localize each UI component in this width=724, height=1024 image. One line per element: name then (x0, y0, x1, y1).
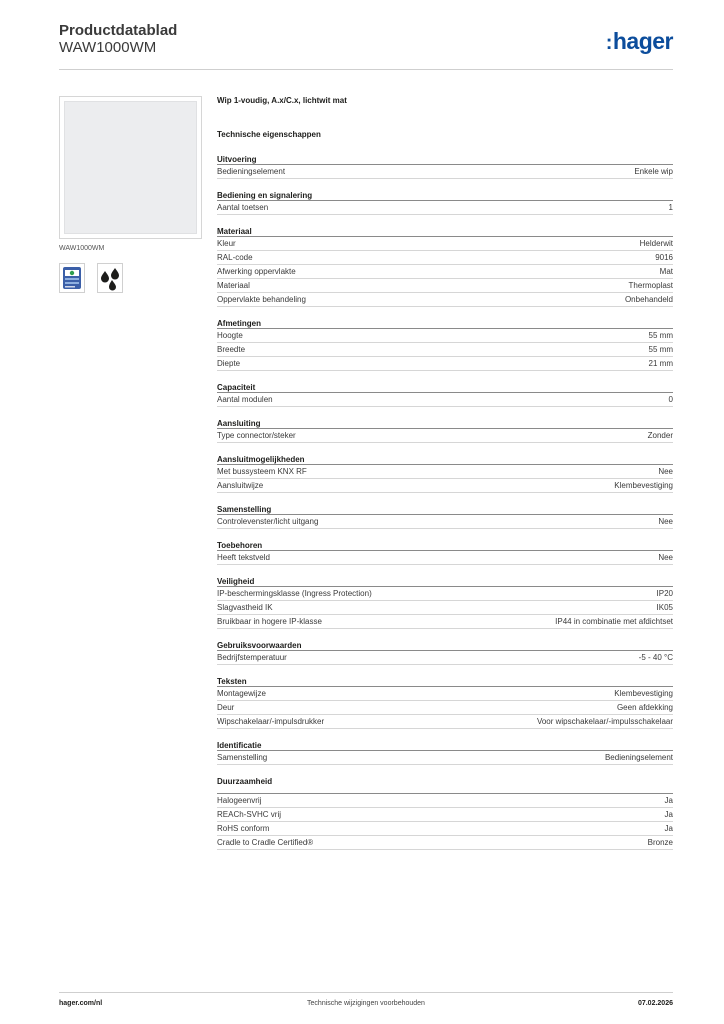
spec-value: 55 mm (648, 345, 673, 354)
page-title: Productdatablad (59, 22, 178, 39)
spec-value: Helderwit (639, 239, 673, 248)
section-title: Gebruiksvoorwaarden (217, 640, 673, 651)
spec-row (217, 836, 673, 850)
product-image (59, 96, 202, 239)
spec-sections (217, 154, 673, 850)
spec-value: Klembevestiging (614, 689, 673, 698)
spec-label: Aantal modulen (217, 395, 273, 404)
spec-value: Ja (664, 796, 673, 805)
spec-row (217, 201, 673, 215)
spec-label: Halogeenvrij (217, 796, 262, 805)
spec-row (217, 343, 673, 357)
spec-row (217, 265, 673, 279)
spec-row (217, 279, 673, 293)
spec-value: IP20 (656, 589, 673, 598)
section-title: Materiaal (217, 226, 673, 237)
spec-label: Bruikbaar in hogere IP-klasse (217, 617, 322, 626)
spec-section (217, 576, 673, 629)
spec-label: Controlevenster/licht uitgang (217, 517, 319, 526)
section-title: Identificatie (217, 740, 673, 751)
spec-section (217, 540, 673, 565)
spec-row (217, 587, 673, 601)
spec-label: Slagvastheid IK (217, 603, 273, 612)
spec-label: Materiaal (217, 281, 250, 290)
spec-section (217, 454, 673, 493)
spec-row (217, 751, 673, 765)
section-title: Bediening en signalering (217, 190, 673, 201)
spec-value: Nee (658, 467, 673, 476)
spec-value: IK05 (656, 603, 673, 612)
spec-value: IP44 in combinatie met afdichtset (555, 617, 673, 626)
spec-label: RoHS conform (217, 824, 270, 833)
section-title: Duurzaamheid (217, 776, 673, 794)
footer-disclaimer: Technische wijzigingen voorbehouden (307, 1000, 425, 1007)
spec-label: IP-beschermingsklasse (Ingress Protection) (217, 589, 372, 598)
spec-row (217, 715, 673, 729)
spec-label: Kleur (217, 239, 236, 248)
footer-date: 07.02.2026 (637, 1000, 673, 1007)
water-drops-icon (97, 263, 123, 293)
spec-row (217, 601, 673, 615)
spec-row (217, 515, 673, 529)
spec-label: Hoogte (217, 331, 243, 340)
spec-section (217, 504, 673, 529)
spec-value: Voor wipschakelaar/-impulsschakelaar (536, 717, 673, 726)
spec-section (217, 640, 673, 665)
spec-label: Aantal toetsen (217, 203, 269, 212)
spec-label: Samenstelling (217, 753, 268, 762)
spec-row (217, 479, 673, 493)
product-image-caption: WAW1000WM (59, 245, 105, 252)
spec-row (217, 651, 673, 665)
spec-section (217, 382, 673, 407)
spec-value: 21 mm (648, 359, 673, 368)
section-title: Samenstelling (217, 504, 673, 515)
spec-label: Type connector/steker (217, 431, 296, 440)
spec-label: Met bussysteem KNX RF (217, 467, 307, 476)
spec-value: Onbehandeld (624, 295, 673, 304)
spec-row (217, 357, 673, 371)
section-title: Veiligheid (217, 576, 673, 587)
spec-value: Ja (664, 824, 673, 833)
spec-value: Nee (658, 553, 673, 562)
page-header (59, 20, 673, 70)
section-title: Uitvoering (217, 154, 673, 165)
logo-text: hager (612, 28, 673, 54)
section-title: Capaciteit (217, 382, 673, 393)
product-description: Wip 1-voudig, A.x/C.x, lichtwit mat (217, 96, 347, 105)
spec-value: Ja (664, 810, 673, 819)
section-title: Afmetingen (217, 318, 673, 329)
spec-section (217, 418, 673, 443)
section-title: Teksten (217, 676, 673, 687)
spec-row (217, 701, 673, 715)
spec-section (217, 154, 673, 179)
page-footer (59, 992, 673, 1007)
spec-row (217, 551, 673, 565)
spec-section (217, 676, 673, 729)
spec-label: Bedieningselement (217, 167, 286, 176)
spec-value: 9016 (655, 253, 673, 262)
spec-row (217, 393, 673, 407)
switch-plate-image (64, 101, 197, 234)
spec-value: Zonder (647, 431, 673, 440)
spec-label: Aansluitwijze (217, 481, 264, 490)
spec-value: -5 - 40 °C (638, 653, 673, 662)
spec-row (217, 429, 673, 443)
spec-value: 0 (668, 395, 673, 404)
spec-row (217, 465, 673, 479)
spec-label: Montagewijze (217, 689, 266, 698)
spec-value: Nee (658, 517, 673, 526)
tech-properties-heading: Technische eigenschappen (217, 130, 321, 139)
footer-website: hager.com/nl (59, 1000, 103, 1007)
spec-value: 1 (668, 203, 673, 212)
spec-row (217, 251, 673, 265)
energy-label-icon (59, 263, 85, 293)
product-code: WAW1000WM (59, 39, 157, 56)
spec-value: Klembevestiging (614, 481, 673, 490)
spec-row (217, 794, 673, 808)
spec-row (217, 293, 673, 307)
spec-value: Thermoplast (628, 281, 673, 290)
spec-label: Heeft tekstveld (217, 553, 270, 562)
spec-row (217, 615, 673, 629)
spec-section (217, 190, 673, 215)
spec-label: Afwerking oppervlakte (217, 267, 296, 276)
spec-value: Bronze (647, 838, 673, 847)
section-title: Aansluiting (217, 418, 673, 429)
spec-value: Enkele wip (634, 167, 673, 176)
spec-label: Cradle to Cradle Certified® (217, 838, 314, 847)
spec-value: Mat (659, 267, 673, 276)
section-title: Toebehoren (217, 540, 673, 551)
spec-row (217, 808, 673, 822)
spec-label: Diepte (217, 359, 241, 368)
spec-section (217, 226, 673, 307)
spec-value: Bedieningselement (604, 753, 673, 762)
spec-label: Wipschakelaar/-impulsdrukker (217, 717, 325, 726)
spec-content (217, 96, 673, 861)
spec-label: Deur (217, 703, 235, 712)
spec-section (217, 776, 673, 850)
spec-row (217, 165, 673, 179)
spec-label: Bedrijfstemperatuur (217, 653, 287, 662)
spec-section (217, 318, 673, 371)
spec-row (217, 329, 673, 343)
spec-label: REACh-SVHC vrij (217, 810, 282, 819)
spec-value: Geen afdekking (616, 703, 673, 712)
spec-label: Breedte (217, 345, 246, 354)
spec-row (217, 687, 673, 701)
spec-value: 55 mm (648, 331, 673, 340)
spec-section (217, 740, 673, 765)
section-title: Aansluitmogelijkheden (217, 454, 673, 465)
spec-label: RAL-code (217, 253, 253, 262)
spec-row (217, 237, 673, 251)
spec-row (217, 822, 673, 836)
hager-logo: :hager (605, 28, 673, 54)
spec-label: Oppervlakte behandeling (217, 295, 306, 304)
